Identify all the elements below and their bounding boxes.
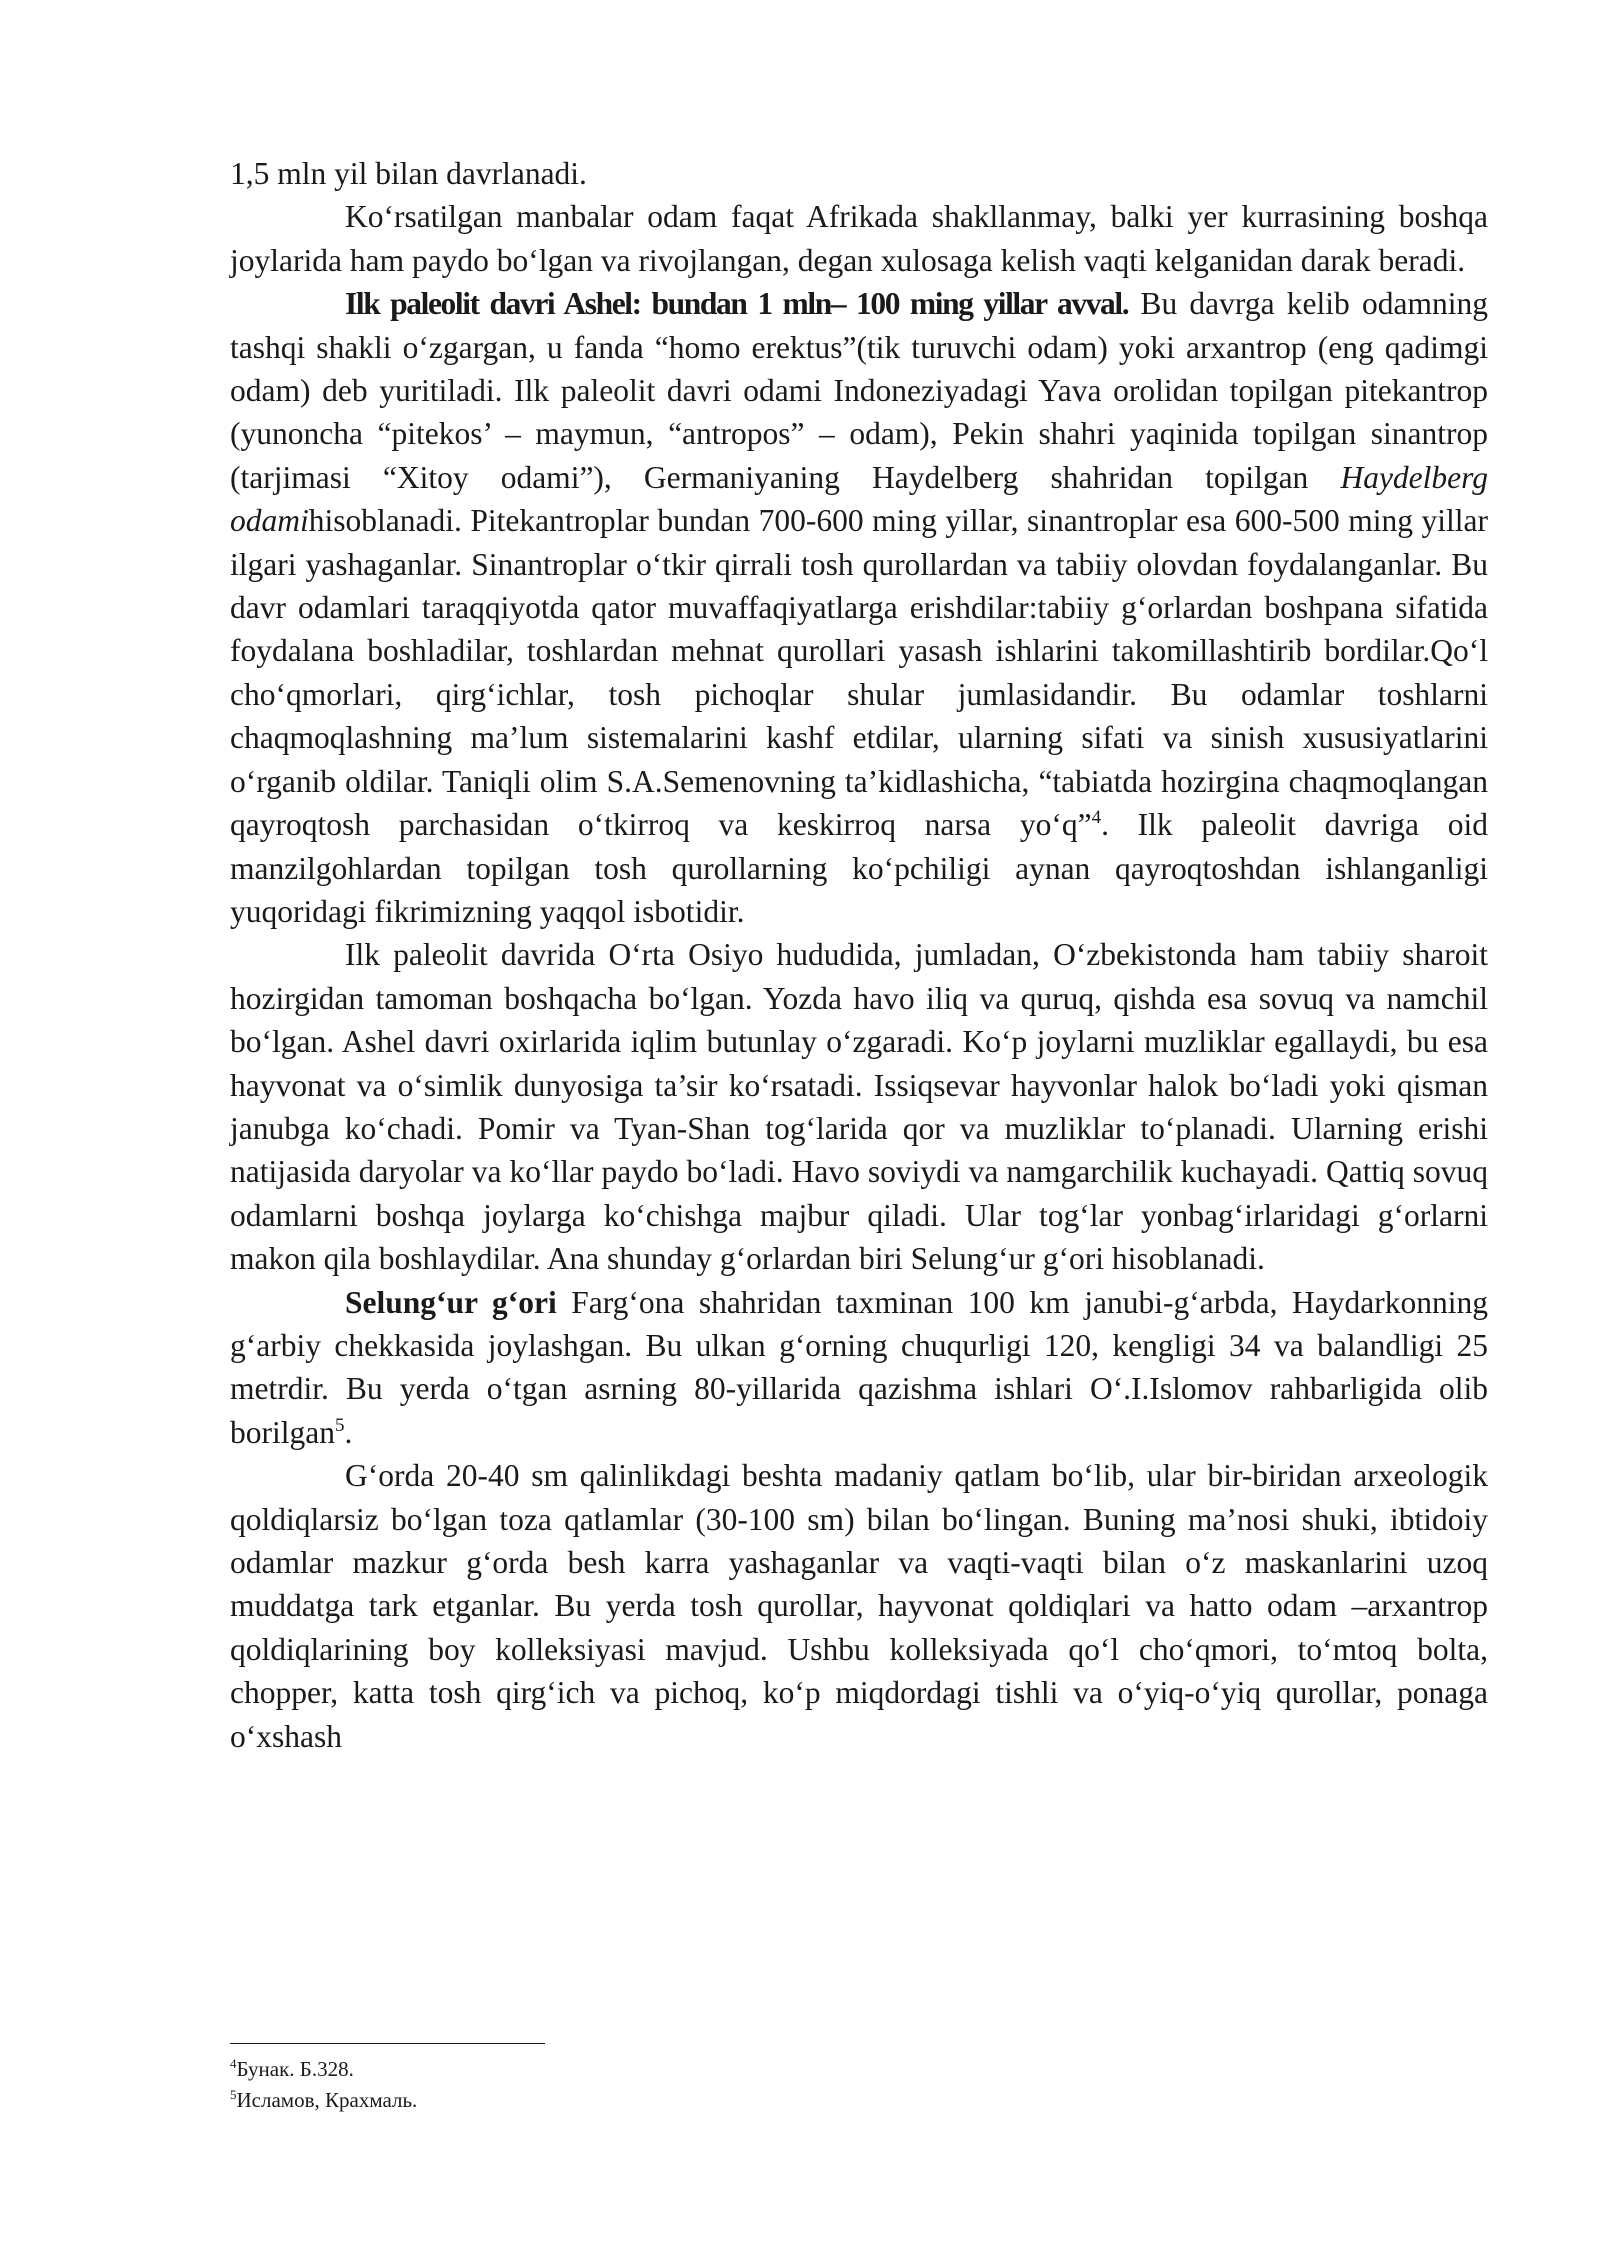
- footnote-mark: 5: [230, 2087, 237, 2102]
- paragraph-early-paleolithic: [230, 282, 1488, 933]
- footnote-text: Исламов, Крахмаль.: [236, 2088, 418, 2112]
- paragraph-text: . Ilk paleolit davriga oid manzilgohlardan topilgan tosh qurollarning koʻpchiligi aynan qayroqtoshdan ishlanganligi yuqoridagi fikrimizning yaqqol isbotidir.: [230, 807, 1488, 929]
- section-heading-ashel: Ilk paleolit davri Ashel: bundan 1 mln– 100 ming yillar avval.: [345, 286, 1129, 322]
- paragraph-cultural-layers: Gʻorda 20-40 sm qalinlikdagi beshta madaniy qatlam boʻlib, ular bir-biridan arxeologik qoldiqlarsiz boʻlgan toza qatlamlar (30-100 sm) bilan boʻlingan. Buning ma’nosi shuki, ibtidoiy odamlar mazkur gʻorda besh karra yashaganlar va vaqti-vaqti bilan oʻz maskanlarini uzoq muddatga tark etganlar. Bu yerda tosh qurollar, hayvonat qoldiqlari va hatto odam –arxantrop qoldiqlarining boy kolleksiyasi mavjud. Ushbu kolleksiyada qoʻl choʻqmori, toʻmtoq bolta, chopper, katta tosh qirgʻich va pichoq, koʻp miqdordagi tishli va oʻyiq-oʻyiq qurollar, ponaga oʻxshash: [230, 1458, 1488, 1754]
- paragraph-continuation: 1,5 mln yil bilan davrlanadi.: [230, 156, 587, 191]
- paragraph-text: .: [344, 1414, 353, 1450]
- footnote-item: [230, 2085, 417, 2116]
- footnote-mark: 4: [230, 2056, 237, 2071]
- document-body: [230, 152, 1488, 1758]
- paragraph-text: Fargʻona shahridan taxminan 100 km janubi-gʻarbda, Haydarkonning gʻarbiy chekkasida joylashgan. Bu ulkan gʻorning chuqurligi 120, kengligi 34 va balandligi 25 metrdir. Bu yerda oʻtgan asrning 80-yillarida qazishma ishlari Oʻ.I.Islomov rahbarligida olib borilgan: [230, 1284, 1488, 1450]
- footnote-text: Бунак. Б.328.: [236, 2057, 354, 2081]
- paragraph-text: hisoblanadi. Pitekantroplar bundan 700-600 ming yillar, sinantroplar esa 600-500 ming yillar ilgari yashaganlar. Sinantroplar oʻtkir qirrali tosh qurollardan va tabiiy olovdan foydalanganlar. Bu davr odamlari taraqqiyotda qator muvaffaqiyatlarga erishdilar:tabiiy gʻorlardan boshpana sifatida foydalana boshladilar, toshlardan mehnat qurollari yasash ishlarini takomillashtirib bordilar.Qoʻl choʻqmorlari, qirgʻichlar, tosh pichoqlar shular jumlasidandir. Bu odamlar toshlarni chaqmoqlashning ma’lum sistemalarini kashf etdilar, ularning sifati va sinish xususiyatlarini oʻrganib oldilar. Taniqli olim S.A.Semenovning ta’kidlashicha, “tabiatda hozirgina chaqmoqlangan qayroqtosh parchasidan oʻtkirroq va keskirroq narsa yoʻq”: [230, 503, 1488, 843]
- section-heading-selungur: Selungʻur gʻori: [345, 1284, 557, 1320]
- italic-term: Haydelberg odami: [230, 459, 1488, 539]
- footnotes: [230, 2054, 417, 2116]
- paragraph-climate: Ilk paleolit davrida Oʻrta Osiyo hududida, jumladan, Oʻzbekistonda ham tabiiy sharoit hozirgidan tamoman boshqacha boʻlgan. Yozda havo iliq va quruq, qishda esa sovuq va namchil boʻlgan. Ashel davri oxirlarida iqlim butunlay oʻzgaradi. Koʻp joylarni muzliklar egallaydi, bu esa hayvonat va oʻsimlik dunyosiga ta’sir koʻrsatadi. Issiqsevar hayvonlar halok boʻladi yoki qisman janubga koʻchadi. Pomir va Tyan-Shan togʻlarida qor va muzliklar toʻplanadi. Ularning erishi natijasida daryolar va koʻllar paydo boʻladi. Havo soviydi va namgarchilik kuchayadi. Qattiq sovuq odamlarni boshqa joylarga koʻchishga majbur qiladi. Ular togʻlar yonbagʻirlaridagi gʻorlarni makon qila boshlaydilar. Ana shunday gʻorlardan biri Selungʻur gʻori hisoblanadi.: [230, 937, 1488, 1277]
- paragraph-text: Bu davrga kelib odamning tashqi shakli oʻzgargan, u fanda “homo erektus”(tik turuvchi odam) yoki arxantrop (eng qadimgi odam) deb yuritiladi. Ilk paleolit davri odami Indoneziyadagi Yava orolidan topilgan pitekantrop (yunoncha “pitekos’ – maymun, “antropos” – odam), Pekin shahri yaqinida topilgan sinantrop (tarjimasi “Xitoy odami”), Germaniyaning Haydelberg shahridan topilgan: [230, 286, 1488, 495]
- footnote-ref-5[interactable]: 5: [334, 1414, 345, 1436]
- paragraph-conclusion: Koʻrsatilgan manbalar odam faqat Afrikada shakllanmay, balki yer kurrasining boshqa joylarida ham paydo boʻlgan va rivojlangan, degan xulosaga kelish vaqti kelganidan darak beradi.: [230, 199, 1488, 278]
- footnote-separator: [230, 2043, 545, 2044]
- footnote-ref-4[interactable]: 4: [1091, 807, 1102, 829]
- paragraph-selungur: [230, 1281, 1488, 1455]
- footnote-item: [230, 2054, 417, 2085]
